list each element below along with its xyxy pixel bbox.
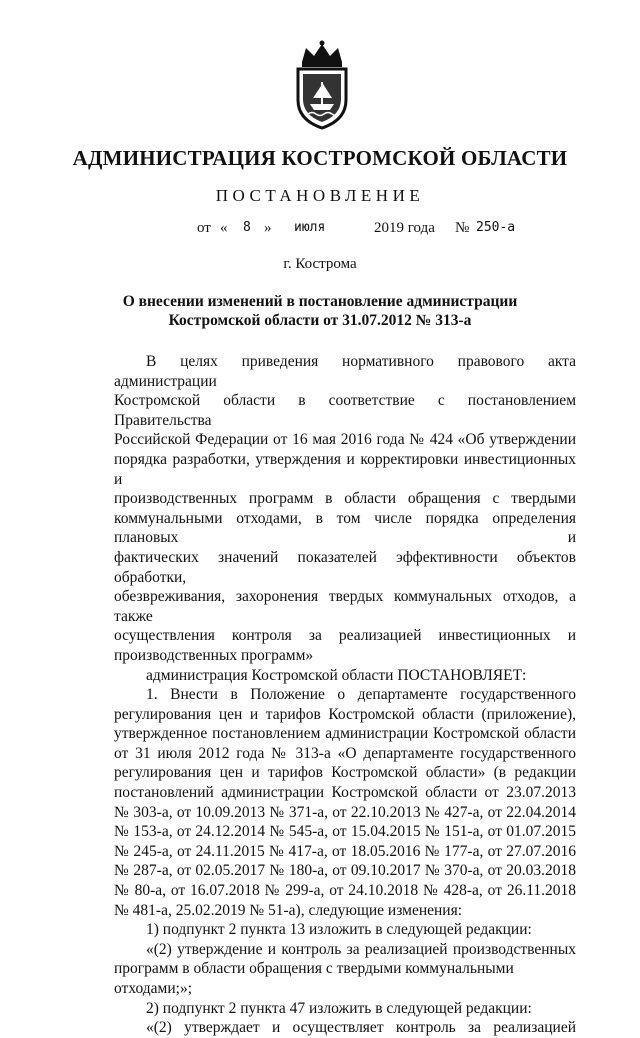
- text-line: постановлений администрации Костромской области от 23.07.2013: [114, 784, 576, 802]
- subitem-2: 2) подпункт 2 пункта 47 изложить в следующей редакции:: [146, 999, 532, 1017]
- quote-line: программ в области обращения с твердыми коммунальными отходами;»;: [114, 960, 514, 997]
- text-line: Российской Федерации от 16 мая 2016 года № 424 «Об утверждении: [114, 431, 576, 449]
- text-line: В целях приведения нормативного правового акта администрации: [114, 353, 576, 390]
- text-line: обезвреживания, захоронения твердых коммунальных отходов, а также: [114, 588, 576, 625]
- text-line: регулирования цен и тарифов Костромской области (приложение),: [114, 705, 576, 723]
- text-line: № 481-а, 25.02.2019 № 51-а), следующие изменения:: [114, 901, 463, 919]
- text-line: производственных программ в области обращения с твердыми: [114, 490, 576, 508]
- date-day: 8: [243, 220, 251, 235]
- quote-close: »: [264, 220, 272, 236]
- document-type: ПОСТАНОВЛЕНИЕ: [215, 186, 425, 205]
- document-body: [114, 352, 576, 1038]
- text-line: № 153-а, от 24.12.2014 № 545-а, от 15.04.2015 № 151-а, от 01.07.2015: [114, 823, 576, 841]
- coat-of-arms-emblem: [290, 40, 354, 130]
- text-line: порядка разработки, утверждения и корректировки инвестиционных и: [114, 450, 576, 488]
- text-line: № 80-а, от 16.07.2018 № 299-а, от 24.10.2018 № 428-а, от 26.11.2018: [114, 882, 576, 900]
- text-line: регулирования цен и тарифов Костромской области» (в редакции: [114, 764, 576, 782]
- preamble-paragraph: [114, 352, 576, 666]
- date-prefix: от: [197, 220, 211, 236]
- item-1-paragraph: [114, 685, 576, 920]
- organization-name: АДМИНИСТРАЦИЯ КОСТРОМСКОЙ ОБЛАСТИ: [72, 146, 568, 170]
- quote-open: «: [220, 220, 228, 236]
- text-line: Костромской области в соответствие с постановлением Правительства: [114, 392, 576, 429]
- date-month: июля: [294, 220, 326, 235]
- text-line: утвержденное постановлением администрации Костромской области: [114, 725, 576, 743]
- title-line: Костромской области от 31.07.2012 № 313-а: [168, 312, 472, 329]
- subitem-1: 1) подпункт 2 пункта 13 изложить в следующей редакции:: [146, 921, 532, 939]
- text-line: № 303-а, от 10.09.2013 № 371-а, от 22.10.2013 № 427-а, от 22.04.2014: [114, 803, 576, 821]
- text-line: № 245-а, от 24.11.2015 № 417-а, от 18.05.2016 № 177-а, от 27.07.2016: [114, 842, 576, 860]
- text-line: осуществления контроля за реализацией инвестиционных и: [114, 627, 576, 645]
- text-line: фактических значений показателей эффективности объектов обработки,: [114, 548, 576, 586]
- number-sign: №: [455, 220, 470, 236]
- date-line: [0, 220, 640, 242]
- title-line: О внесении изменений в постановление администрации: [122, 293, 518, 310]
- text-line: производственных программ»: [114, 646, 314, 664]
- text-line: № 287-а, от 02.05.2017 № 180-а, от 09.10.2017 № 370-а, от 20.03.2018: [114, 862, 576, 880]
- document-title: [100, 292, 540, 330]
- decree-line: администрация Костромской области ПОСТАНОВЛЯЕТ:: [146, 666, 527, 684]
- text-line: коммунальными отходами, в том числе порядка определения плановых и: [114, 509, 576, 547]
- quote-line: «(2) утверждает и осуществляет контроль за реализацией: [146, 1019, 576, 1037]
- quote-line: «(2) утверждение и контроль за реализацией производственных: [146, 940, 576, 958]
- city: г. Кострома: [283, 256, 357, 272]
- document-number: 250-а: [476, 220, 516, 235]
- date-year: 2019 года: [374, 220, 435, 236]
- text-line: от 31 июля 2012 года № 313-а «О департаменте государственного: [114, 744, 576, 762]
- text-line: 1. Внести в Положение о департаменте государственного: [146, 686, 576, 704]
